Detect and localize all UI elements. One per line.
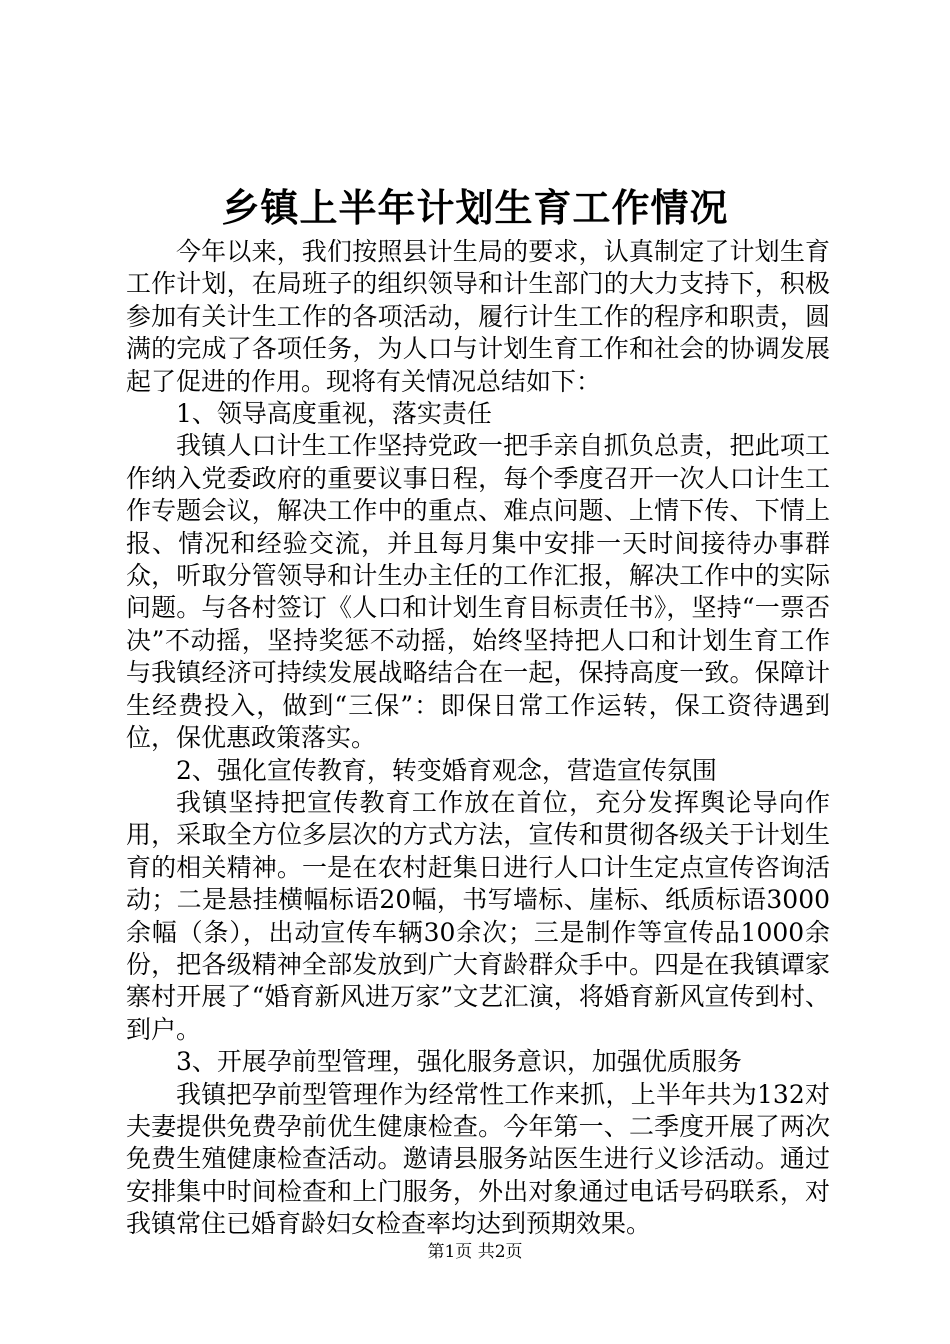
section-paragraph-3: 我镇把孕前型管理作为经常性工作来抓，上半年共为132对夫妻提供免费孕前优生健康检查。今年第一、二季度开展了两次免费生殖健康检查活动。邀请县服务站医生进行义诊活动。通过安排集中时间检查和上门服务，外出对象通过电话号码联系，对我镇常住已婚育龄妇女检查率均达到预期效果。 [126, 1079, 830, 1239]
document-body [126, 236, 830, 1241]
section-heading-3: 3、开展孕前型管理，强化服务意识，加强优质服务 [176, 1047, 742, 1077]
document-title: 乡镇上半年计划生育工作情况 [221, 185, 729, 230]
page-number-footer: 第1页 共2页 [427, 1242, 523, 1262]
section-paragraph-1: 我镇人口计生工作坚持党政一把手亲自抓负总责，把此项工作纳入党委政府的重要议事日程，每个季度召开一次人口计生工作专题会议，解决工作中的重点、难点问题、上情下传、下情上报、情况和经验交流，并且每月集中安排一天时间接待办事群众，听取分管领导和计生办主任的工作汇报，解决工作中的实际问题。与各村签订《人口和计划生育目标责任书》，坚持“一票否决”不动摇，坚持奖惩不动摇，始终坚持把人口和计划生育工作与我镇经济可持续发展战略结合在一起，保持高度一致。保障计生经费投入，做到“三保”：即保日常工作运转，保工资待遇到位，保优惠政策落实。 [126, 431, 830, 753]
intro-paragraph: 今年以来，我们按照县计生局的要求，认真制定了计划生育工作计划，在局班子的组织领导和计生部门的大力支持下，积极参加有关计生工作的各项活动，履行计生工作的程序和职责，圆满的完成了各项任务，为人口与计划生育工作和社会的协调发展起了促进的作用。现将有关情况总结如下： [126, 237, 830, 396]
section-paragraph-2: 我镇坚持把宣传教育工作放在首位，充分发挥舆论导向作用，采取全方位多层次的方式方法，宣传和贯彻各级关于计划生育的相关精神。一是在农村赶集日进行人口计生定点宣传咨询活动；二是悬挂横幅标语20幅，书写墙标、崖标、纸质标语3000余幅（条），出动宣传车辆30余次；三是制作等宣传品1000余份，把各级精神全部发放到广大育龄群众手中。四是在我镇谭家寨村开展了“婚育新风进万家”文艺汇演，将婚育新风宣传到村、到户。 [126, 787, 830, 1044]
section-heading-2: 2、强化宣传教育，转变婚育观念，营造宣传氛围 [176, 755, 717, 785]
section-heading-1: 1、领导高度重视，落实责任 [176, 399, 492, 429]
